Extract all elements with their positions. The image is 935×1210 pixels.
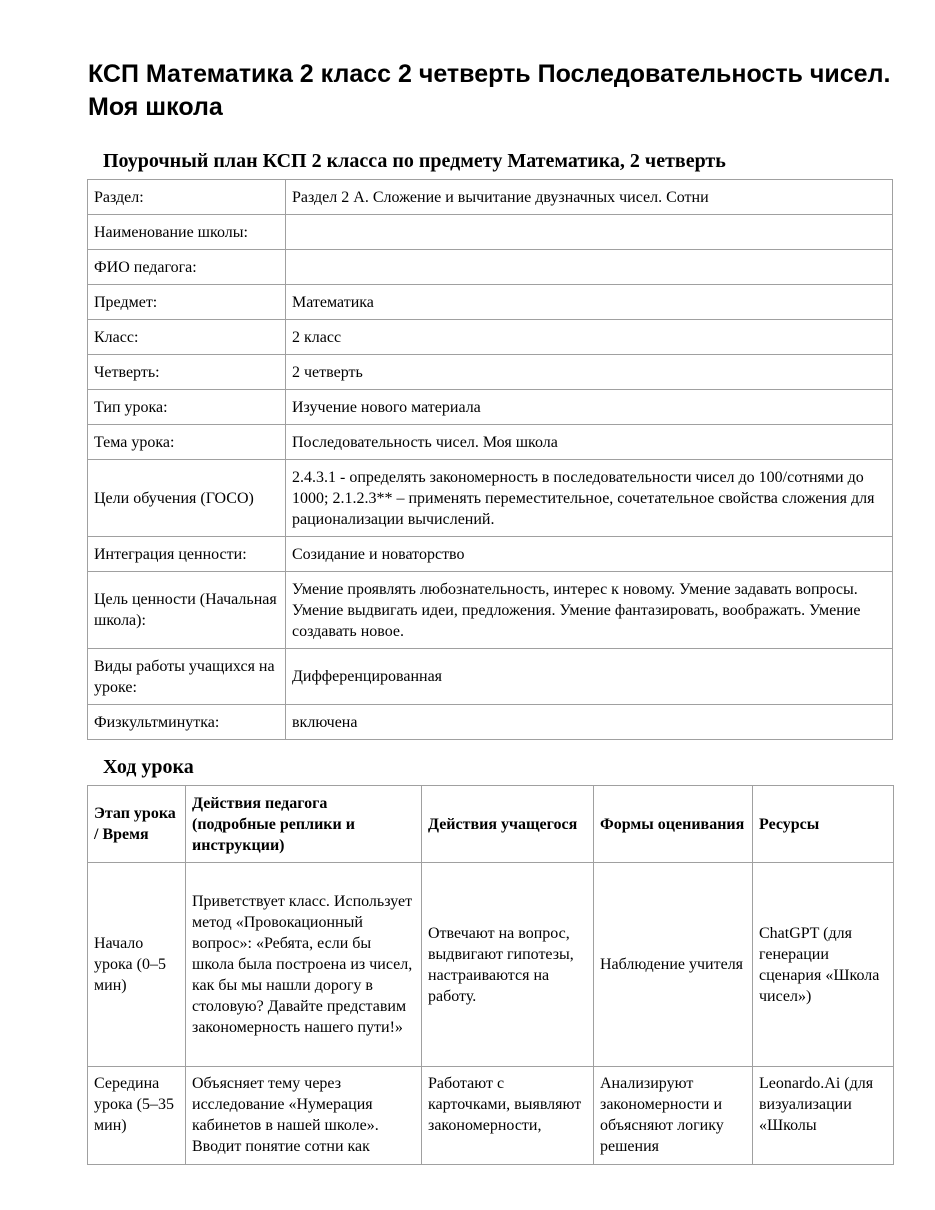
header-student-actions: Действия учащегося <box>422 786 594 863</box>
teacher-actions-cell: Приветствует класс. Использует метод «Провокационный вопрос»: «Ребята, если бы школа была построена из чисел, как бы мы нашли дорогу в столовую? Давайте представим закономерность нашего пути!» <box>186 863 422 1067</box>
stage-cell: Середина урока (5–35 мин) <box>88 1067 186 1165</box>
info-row-work-types <box>88 649 893 705</box>
document-title: КСП Математика 2 класс 2 четверть Последовательность чисел. Моя школа <box>88 60 891 121</box>
info-value <box>286 250 893 285</box>
info-value: 2.4.3.1 - определять закономерность в последовательности чисел до 100/сотнями до 1000; 2.1.2.3** – применять переместительное, сочетательное свойства сложения для рационализации вычислений. <box>286 460 893 537</box>
info-label: Предмет: <box>88 285 286 320</box>
lesson-flow-table <box>87 785 894 1165</box>
info-label: Раздел: <box>88 180 286 215</box>
lesson-heading: Ход урока <box>103 756 194 778</box>
resources-cell: Leonardo.Ai (для визуализации «Школы <box>753 1067 894 1165</box>
info-value: Математика <box>286 285 893 320</box>
info-row-objectives <box>88 460 893 537</box>
info-value <box>286 215 893 250</box>
info-label: ФИО педагога: <box>88 250 286 285</box>
header-stage: Этап урока / Время <box>88 786 186 863</box>
info-label: Физкультминутка: <box>88 705 286 740</box>
header-resources: Ресурсы <box>753 786 894 863</box>
lesson-info-table <box>87 179 893 740</box>
info-label: Виды работы учащихся на уроке: <box>88 649 286 705</box>
info-row-quarter <box>88 355 893 390</box>
info-row-value-goal <box>88 572 893 649</box>
info-row-subject <box>88 285 893 320</box>
info-value: Созидание и новаторство <box>286 537 893 572</box>
info-row-section <box>88 180 893 215</box>
info-label: Класс: <box>88 320 286 355</box>
assessment-cell: Наблюдение учителя <box>594 863 753 1067</box>
student-actions-cell: Работают с карточками, выявляют закономерности, <box>422 1067 594 1165</box>
info-row-physical-break <box>88 705 893 740</box>
info-label: Четверть: <box>88 355 286 390</box>
info-value: включена <box>286 705 893 740</box>
info-row-lesson-type <box>88 390 893 425</box>
header-assessment: Формы оценивания <box>594 786 753 863</box>
info-value: Дифференцированная <box>286 649 893 705</box>
info-label: Наименование школы: <box>88 215 286 250</box>
info-row-teacher <box>88 250 893 285</box>
info-value: Последовательность чисел. Моя школа <box>286 425 893 460</box>
stage-cell: Начало урока (0–5 мин) <box>88 863 186 1067</box>
info-value: 2 класс <box>286 320 893 355</box>
plan-heading: Поурочный план КСП 2 класса по предмету Математика, 2 четверть <box>103 150 726 172</box>
info-value: Раздел 2 А. Сложение и вычитание двузначных чисел. Сотни <box>286 180 893 215</box>
info-value: 2 четверть <box>286 355 893 390</box>
header-teacher-actions: Действия педагога (подробные реплики и инструкции) <box>186 786 422 863</box>
info-row-topic <box>88 425 893 460</box>
info-row-school <box>88 215 893 250</box>
info-label: Интеграция ценности: <box>88 537 286 572</box>
info-row-grade <box>88 320 893 355</box>
lesson-row-start <box>88 863 894 1067</box>
info-value: Умение проявлять любознательность, интерес к новому. Умение задавать вопросы. Умение выдвигать идеи, предложения. Умение фантазировать, воображать. Умение создавать новое. <box>286 572 893 649</box>
info-label: Цели обучения (ГОСО) <box>88 460 286 537</box>
student-actions-cell: Отвечают на вопрос, выдвигают гипотезы, настраиваются на работу. <box>422 863 594 1067</box>
lesson-header-row <box>88 786 894 863</box>
info-row-value-integration <box>88 537 893 572</box>
info-value: Изучение нового материала <box>286 390 893 425</box>
info-label: Цель ценности (Начальная школа): <box>88 572 286 649</box>
info-label: Тип урока: <box>88 390 286 425</box>
info-label: Тема урока: <box>88 425 286 460</box>
teacher-actions-cell: Объясняет тему через исследование «Нумерация кабинетов в нашей школе». Вводит понятие сотни как <box>186 1067 422 1165</box>
assessment-cell: Анализируют закономерности и объясняют логику решения <box>594 1067 753 1165</box>
lesson-row-middle <box>88 1067 894 1165</box>
resources-cell: ChatGPT (для генерации сценария «Школа чисел») <box>753 863 894 1067</box>
